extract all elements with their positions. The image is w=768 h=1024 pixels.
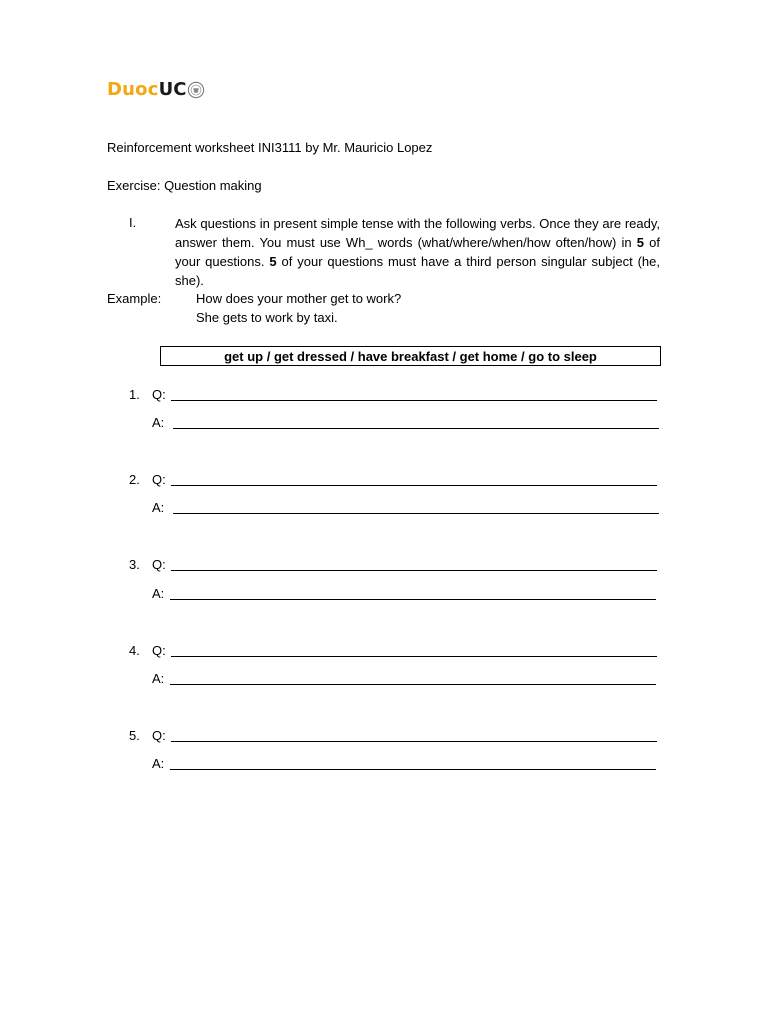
item-number: 1. — [129, 387, 140, 402]
answer-line[interactable] — [173, 513, 659, 514]
item-number: 3. — [129, 557, 140, 572]
answer-line[interactable] — [170, 599, 656, 600]
university-seal-icon — [187, 81, 205, 99]
question-answer-line[interactable] — [171, 400, 657, 401]
question-answer-line[interactable] — [171, 741, 657, 742]
a-label: A: — [152, 756, 165, 771]
question-answer-line[interactable] — [171, 656, 657, 657]
instruction-numeral: I. — [129, 215, 137, 230]
question-answer-line[interactable] — [171, 570, 657, 571]
instruction-paragraph: Ask questions in present simple tense with the following verbs. Once they are ready, answer them. You must use Wh_ words (what/where/when/how often/how) in 5 of your questions. 5 of your questions must have a third person singular subject (he, she). — [175, 216, 660, 288]
verbs-box — [160, 346, 661, 366]
item-number: 4. — [129, 643, 140, 658]
a-label: A: — [152, 415, 165, 430]
answer-line[interactable] — [173, 428, 659, 429]
example-label: Example: — [107, 291, 162, 306]
worksheet-title: Reinforcement worksheet INI3111 by Mr. Mauricio Lopez — [107, 140, 433, 155]
logo-text-uc: UC — [158, 79, 187, 100]
logo-text-duoc: Duoc — [107, 79, 159, 100]
answer-line[interactable] — [170, 684, 656, 685]
a-label: A: — [152, 586, 165, 601]
item-number: 5. — [129, 728, 140, 743]
answer-line[interactable] — [170, 769, 656, 770]
a-label: A: — [152, 500, 165, 515]
q-label: Q: — [152, 557, 166, 572]
example-answer: She gets to work by taxi. — [196, 310, 338, 325]
q-label: Q: — [152, 728, 166, 743]
example-question: How does your mother get to work? — [196, 291, 402, 306]
exercise-heading: Exercise: Question making — [107, 178, 262, 193]
a-label: A: — [152, 671, 165, 686]
verbs-list: get up / get dressed / have breakfast / get home / go to sleep — [224, 348, 597, 364]
question-answer-line[interactable] — [171, 485, 657, 486]
item-number: 2. — [129, 472, 140, 487]
duocuc-logo — [107, 79, 205, 100]
q-label: Q: — [152, 387, 166, 402]
q-label: Q: — [152, 643, 166, 658]
q-label: Q: — [152, 472, 166, 487]
